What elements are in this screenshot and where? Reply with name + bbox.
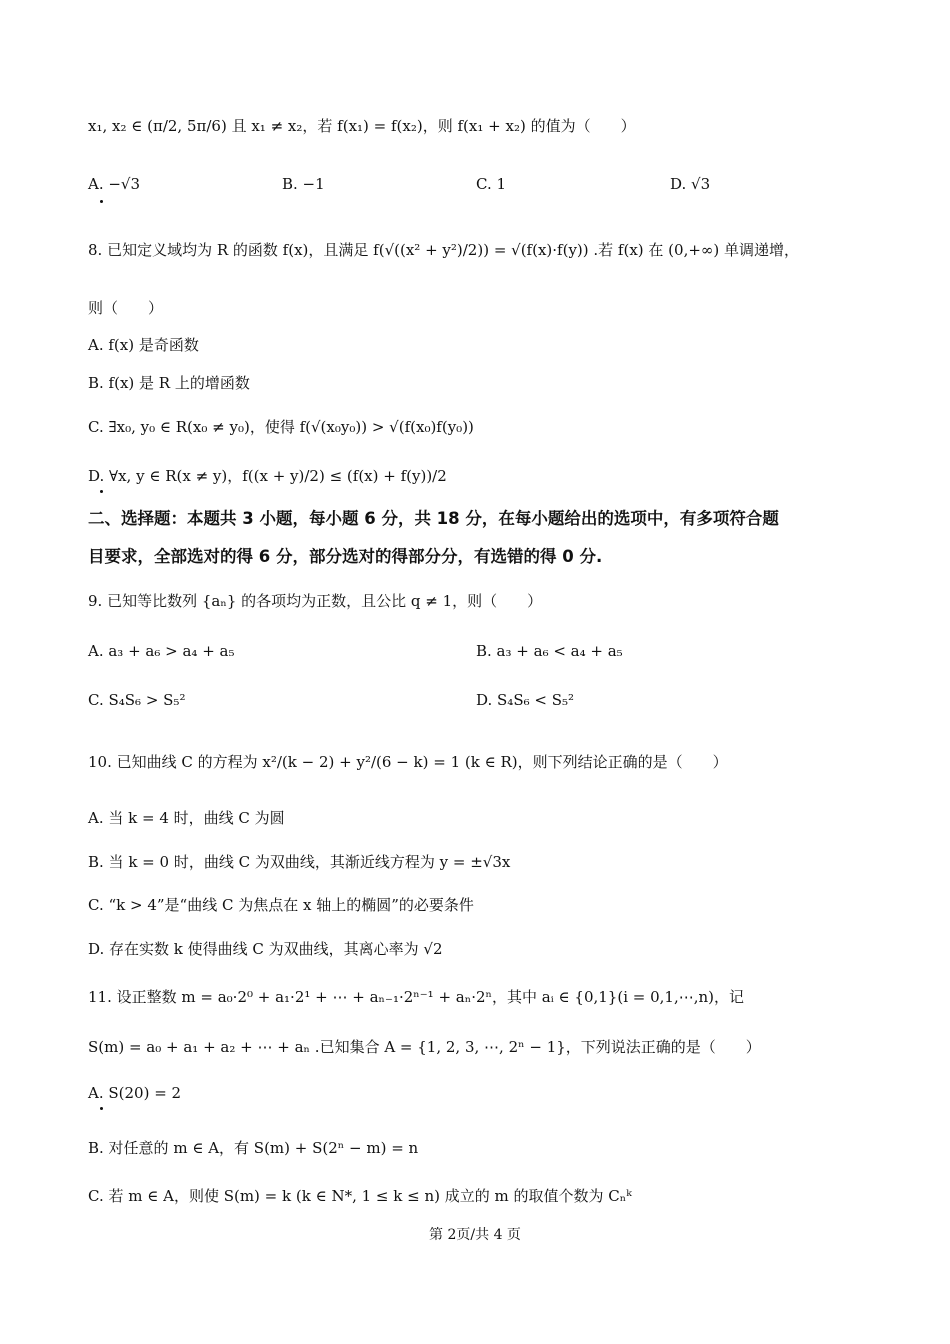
q11-stem: 11. 设正整数 m = a₀·2⁰ + a₁·2¹ + ⋯ + aₙ₋₁·2ⁿ⁻¹ + aₙ·2ⁿ，其中 aᵢ ∈ {0,1}(i = 0,1,⋯,n)，记: [88, 988, 744, 1006]
answer-mark-dot: [100, 200, 103, 203]
section-2-heading-line1: 二、选择题：本题共 3 小题，每小题 6 分，共 18 分，在每小题给出的选项中，有多项符合题: [88, 509, 779, 528]
q10-option-a: A. 当 k = 4 时，曲线 C 为圆: [88, 809, 285, 827]
q8-option-d: D. ∀x, y ∈ R(x ≠ y)，f((x + y)/2) ≤ (f(x) + f(y))/2: [88, 467, 447, 485]
q7-option-b: B. −1: [282, 175, 325, 193]
q11-option-a: A. S(20) = 2: [88, 1084, 182, 1102]
q11-option-c: C. 若 m ∈ A，则使 S(m) = k (k ∈ N*, 1 ≤ k ≤ n) 成立的 m 的取值个数为 Cₙᵏ: [88, 1187, 632, 1205]
answer-mark-dot: [100, 490, 103, 493]
q10-option-b: B. 当 k = 0 时，曲线 C 为双曲线，其渐近线方程为 y = ±√3x: [88, 853, 511, 871]
q8-stem: 8. 已知定义域均为 R 的函数 f(x)，且满足 f(√((x² + y²)/2)) = √(f(x)·f(y)) .若 f(x) 在 (0,+∞) 单调递增，: [88, 241, 800, 259]
q7-option-d: D. √3: [670, 175, 711, 193]
q10-stem: 10. 已知曲线 C 的方程为 x²/(k − 2) + y²/(6 − k) = 1 (k ∈ R)，则下列结论正确的是（ ）: [88, 753, 728, 771]
q9-option-b: B. a₃ + a₆ < a₄ + a₅: [476, 642, 623, 660]
section-2-heading-line2: 目要求，全部选对的得 6 分，部分选对的得部分分，有选错的得 0 分.: [88, 547, 603, 566]
q11-stem-cont: S(m) = a₀ + a₁ + a₂ + ⋯ + aₙ .已知集合 A = {1, 2, 3, ⋯, 2ⁿ − 1}，下列说法正确的是（ ）: [88, 1038, 761, 1056]
q8-option-c: C. ∃x₀, y₀ ∈ R(x₀ ≠ y₀)，使得 f(√(x₀y₀)) > √(f(x₀)f(y₀)): [88, 418, 474, 436]
q8-option-b: B. f(x) 是 R 上的增函数: [88, 374, 250, 392]
q7-option-a: A. −√3: [88, 175, 141, 193]
q8-option-a: A. f(x) 是奇函数: [88, 336, 199, 354]
q11-option-b: B. 对任意的 m ∈ A，有 S(m) + S(2ⁿ − m) = n: [88, 1139, 419, 1157]
q10-option-d: D. 存在实数 k 使得曲线 C 为双曲线，其离心率为 √2: [88, 940, 443, 958]
q9-option-a: A. a₃ + a₆ > a₄ + a₅: [88, 642, 235, 660]
answer-mark-dot: [100, 1107, 103, 1110]
q9-option-c: C. S₄S₆ > S₅²: [88, 691, 186, 709]
page-footer: 第 2页/共 4 页: [429, 1227, 521, 1243]
q8-stem-cont: 则（ ）: [88, 299, 164, 317]
q7-option-c: C. 1: [476, 175, 507, 193]
q10-option-c: C. “k > 4”是“曲线 C 为焦点在 x 轴上的椭圆”的必要条件: [88, 896, 474, 914]
q9-option-d: D. S₄S₆ < S₅²: [476, 691, 575, 709]
q9-stem: 9. 已知等比数列 {aₙ} 的各项均为正数，且公比 q ≠ 1，则（ ）: [88, 592, 543, 610]
q7-stem: x₁, x₂ ∈ (π/2, 5π/6) 且 x₁ ≠ x₂，若 f(x₁) = f(x₂)，则 f(x₁ + x₂) 的值为（ ）: [88, 117, 636, 135]
